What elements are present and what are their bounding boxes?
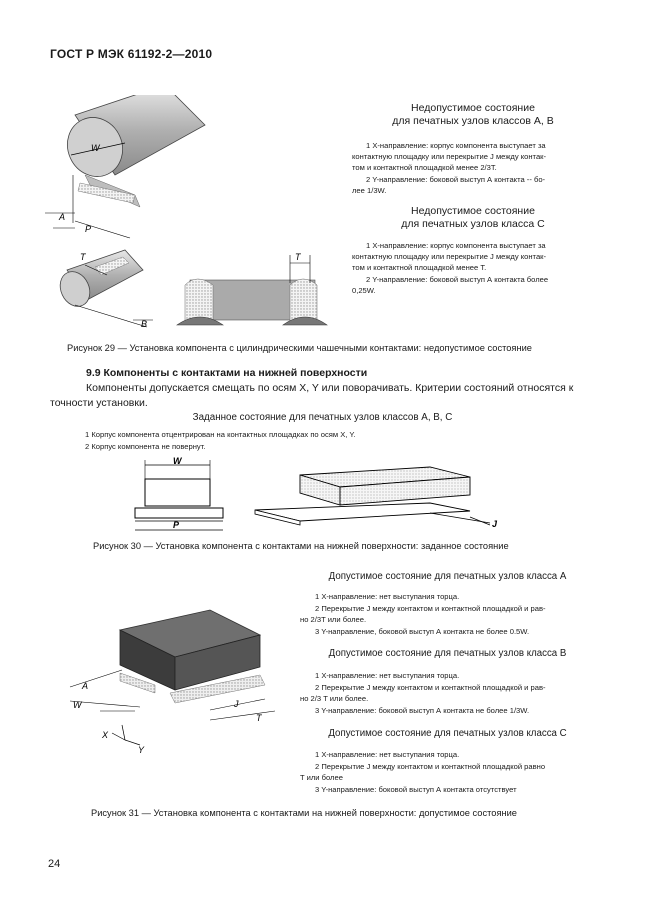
fig29-block2-text: 1 Х-направление: корпус компонента выступает за контактную площадку или перекрытие J между контак- том и контактной площадкой менее T. 2 Y-направление: боковой выступ А контакта более 0,25W. (352, 241, 549, 295)
label-p: P (85, 224, 92, 234)
fig30-label-w: W (173, 456, 182, 466)
figure-31-drawing (60, 595, 290, 755)
figure-31-caption: Рисунок 31 — Установка компонента с контактами на нижней поверхности: допустимое состояние (91, 808, 517, 818)
label-a: A (59, 212, 66, 222)
page-number: 24 (48, 858, 61, 870)
fig31-label-y: Y (138, 745, 145, 755)
fig31-class-c-text: 1 Х-направление: нет выступания торца. 2 Перекрытие J между контактом и контактной площадкой равно T или более 3 Y-направление: боковой выступ А контакта отсутствует (300, 750, 546, 794)
fig30-title: Заданное состояние для печатных узлов классов А, В, С (192, 412, 453, 423)
fig31-label-x: X (102, 730, 109, 740)
label-w: W (91, 143, 100, 153)
document-header: ГОСТ Р МЭК 61192-2—2010 (50, 47, 213, 61)
fig31-label-t: T (256, 713, 262, 723)
figure-30-drawing (130, 455, 520, 537)
fig29-block2-title: Недопустимое состояние для печатных узлов класса С (401, 205, 545, 230)
fig31-label-j: J (234, 699, 239, 709)
fig31-label-a: A (82, 681, 89, 691)
fig31-class-b-text: 1 Х-направление: нет выступания торца. 2 Перекрытие J между контактом и контактной площадкой и рав- но 2/3 T или более. 3 Y-направление: боковой выступ А контакта не более 1/3W. (300, 671, 546, 715)
figure-29-caption: Рисунок 29 — Установка компонента с цилиндрическими чашечными контактами: недопустимое состояние (67, 343, 532, 353)
fig30-label-p: P (173, 520, 180, 530)
label-b: B (141, 319, 148, 329)
cylinder-component-bottom (55, 250, 143, 311)
fig31-class-c-title: Допустимое состояние для печатных узлов класса С (328, 728, 567, 739)
fig31-label-w: W (73, 700, 82, 710)
label-t-left: T (80, 252, 86, 262)
section-heading: 9.9 Компоненты с контактами на нижней поверхности (86, 367, 368, 379)
xy-axes (112, 725, 140, 745)
fig31-class-b-title: Допустимое состояние для печатных узлов класса В (328, 648, 567, 659)
figure-30-caption: Рисунок 30 — Установка компонента с контактами на нижней поверхности: заданное состояние (93, 541, 509, 551)
fig30-label-j: J (492, 519, 498, 529)
section-paragraph: Компоненты допускается смещать по осям X, Y или поворачивать. Критерии состояний относятся к точности установки. (50, 382, 574, 409)
side-view-component (177, 255, 327, 325)
fig31-class-a-text: 1 Х-направление: нет выступания торца. 2 Перекрытие J между контактом и контактной площадкой и рав- но 2/3T или более. 3 Y-направление, боковой выступ А контакта не более 0.5W. (300, 592, 546, 636)
fig31-class-a-title: Допустимое состояние для печатных узлов класса А (328, 571, 567, 582)
label-t-right: T (295, 252, 301, 262)
fig29-block1-title: Недопустимое состояние для печатных узлов классов А, В (392, 102, 554, 127)
fig29-block1-text: 1 Х-направление: корпус компонента выступает за контактную площадку или перекрытие J между контак- том и контактной площадкой менее 2/3T. 2 Y-направление: боковой выступ А контакта -- бо- лее 1/3W. (352, 141, 547, 195)
component-body (120, 610, 260, 690)
fig30-notes: 1 Корпус компонента отцентрирован на контактных площадках по осям X, Y. 2 Корпус компонента не повернут. (85, 430, 356, 451)
figure-29-drawing (45, 95, 335, 340)
isometric-view-component (255, 467, 490, 525)
